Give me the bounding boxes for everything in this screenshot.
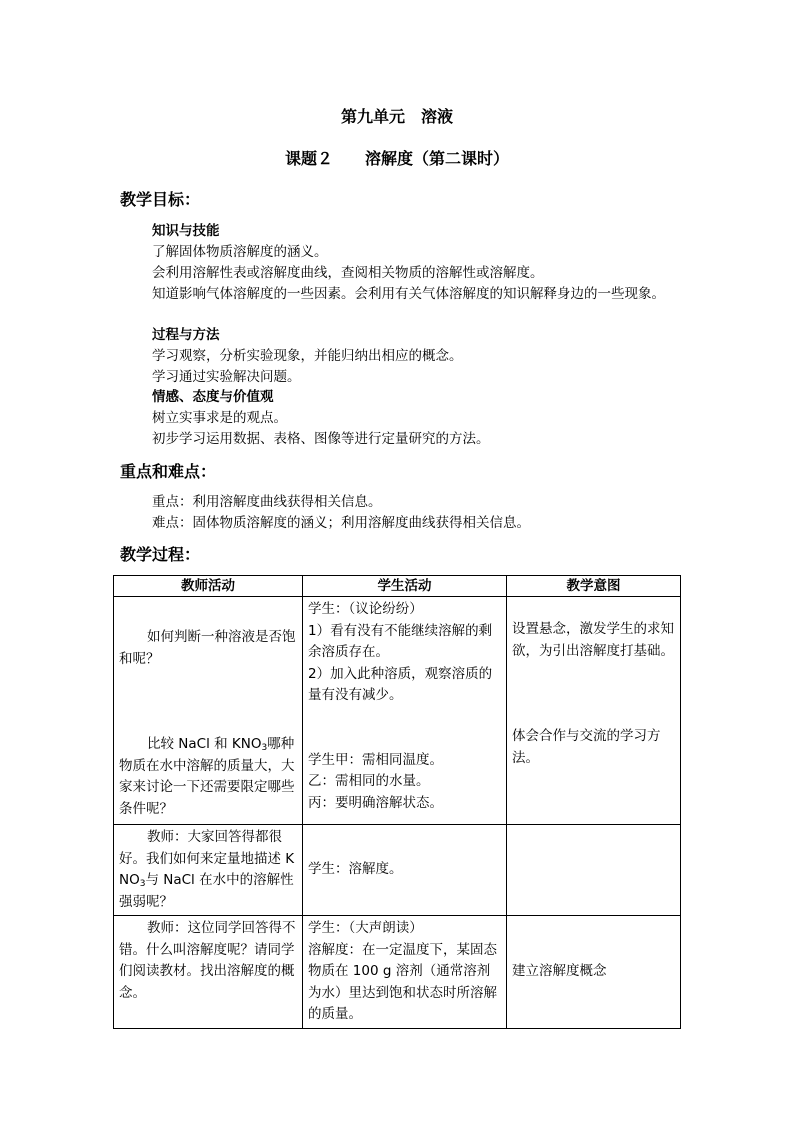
knowledge-title: 知识与技能 [152, 223, 220, 239]
student-line: 1）看有没有不能继续溶解的剩余溶质存在。 [308, 622, 493, 660]
intent-cell [507, 825, 681, 916]
attitude-item: 树立实事求是的观点。 [152, 410, 287, 426]
column-header-intent: 教学意图 [507, 576, 681, 597]
column-header-student: 学生活动 [303, 576, 507, 597]
key-point-item: 重点：利用溶解度曲线获得相关信息。 [152, 494, 382, 510]
difficulty-item: 难点：固体物质溶解度的涵义；利用溶解度曲线获得相关信息。 [152, 515, 530, 531]
student-line: 学生甲：需相同温度。 [308, 751, 443, 768]
student-line: 丙：要明确溶解状态。 [308, 794, 443, 811]
intent-cell: 建立溶解度概念 [507, 916, 681, 1029]
intent-text: 设置悬念，激发学生的求知欲，为引出溶解度打基础。 [512, 621, 674, 659]
table-row [114, 597, 681, 825]
knowledge-item: 会利用溶解性表或溶解度曲线，查阅相关物质的溶解性或溶解度。 [152, 265, 544, 281]
teacher-activity-cell: 教师：大家回答得都很好。我们如何来定量地描述 KNO3与 NaCl 在水中的溶解性强弱呢？ [114, 825, 303, 916]
student-activity-cell [303, 916, 507, 1029]
teacher-question: 比较 NaCl 和 KNO3哪种物质在水中溶解的质量大，大家来讨论一下还需要限定哪些条件呢？ [119, 736, 295, 817]
key-points-heading: 重点和难点： [120, 462, 217, 481]
lesson-title: 课题２ 溶解度（第二课时） [284, 149, 509, 168]
teacher-activity-cell [114, 597, 303, 825]
knowledge-item: 知道影响气体溶解度的一些因素。会利用有关气体溶解度的知识解释身边的一些现象。 [152, 286, 665, 302]
intent-text: 体会合作与交流的学习方法。 [512, 728, 661, 766]
table-header-row [114, 576, 681, 597]
table-row [114, 825, 681, 916]
objectives-heading: 教学目标： [120, 190, 201, 209]
attitude-item: 初步学习运用数据、表格、图像等进行定量研究的方法。 [152, 431, 490, 447]
student-line: 溶解度：在一定温度下，某固态物质在 100 g 溶剂（通常溶剂为水）里达到饱和状态时所溶解的质量。 [308, 941, 497, 1022]
process-heading: 教学过程： [120, 545, 201, 564]
teacher-activity-cell: 教师：这位同学回答得不错。什么叫溶解度呢？请同学们阅读教材。找出溶解度的概念。 [114, 916, 303, 1029]
intent-cell [507, 597, 681, 825]
teacher-question: 如何判断一种溶液是否饱和呢？ [119, 629, 296, 667]
student-line: 学生：（大声朗读） [308, 920, 423, 936]
column-header-teacher: 教师活动 [114, 576, 303, 597]
process-item: 学习通过实验解决问题。 [152, 369, 301, 385]
student-line: 2）加入此种溶质，观察溶质的量有没有减少。 [308, 665, 493, 703]
table-row [114, 916, 681, 1029]
unit-title: 第九单元 溶液 [340, 107, 453, 126]
student-activity-cell [303, 597, 507, 825]
knowledge-item: 了解固体物质溶解度的涵义。 [152, 244, 328, 260]
teaching-process-table [113, 575, 681, 1029]
student-line: 乙：需相同的水量。 [308, 773, 430, 789]
student-activity-cell: 学生：溶解度。 [303, 825, 507, 916]
attitude-title: 情感、态度与价值观 [152, 389, 274, 405]
process-item: 学习观察，分析实验现象，并能归纳出相应的概念。 [152, 348, 463, 364]
process-title: 过程与方法 [152, 327, 220, 343]
student-line: 学生：（议论纷纷） [308, 601, 423, 617]
